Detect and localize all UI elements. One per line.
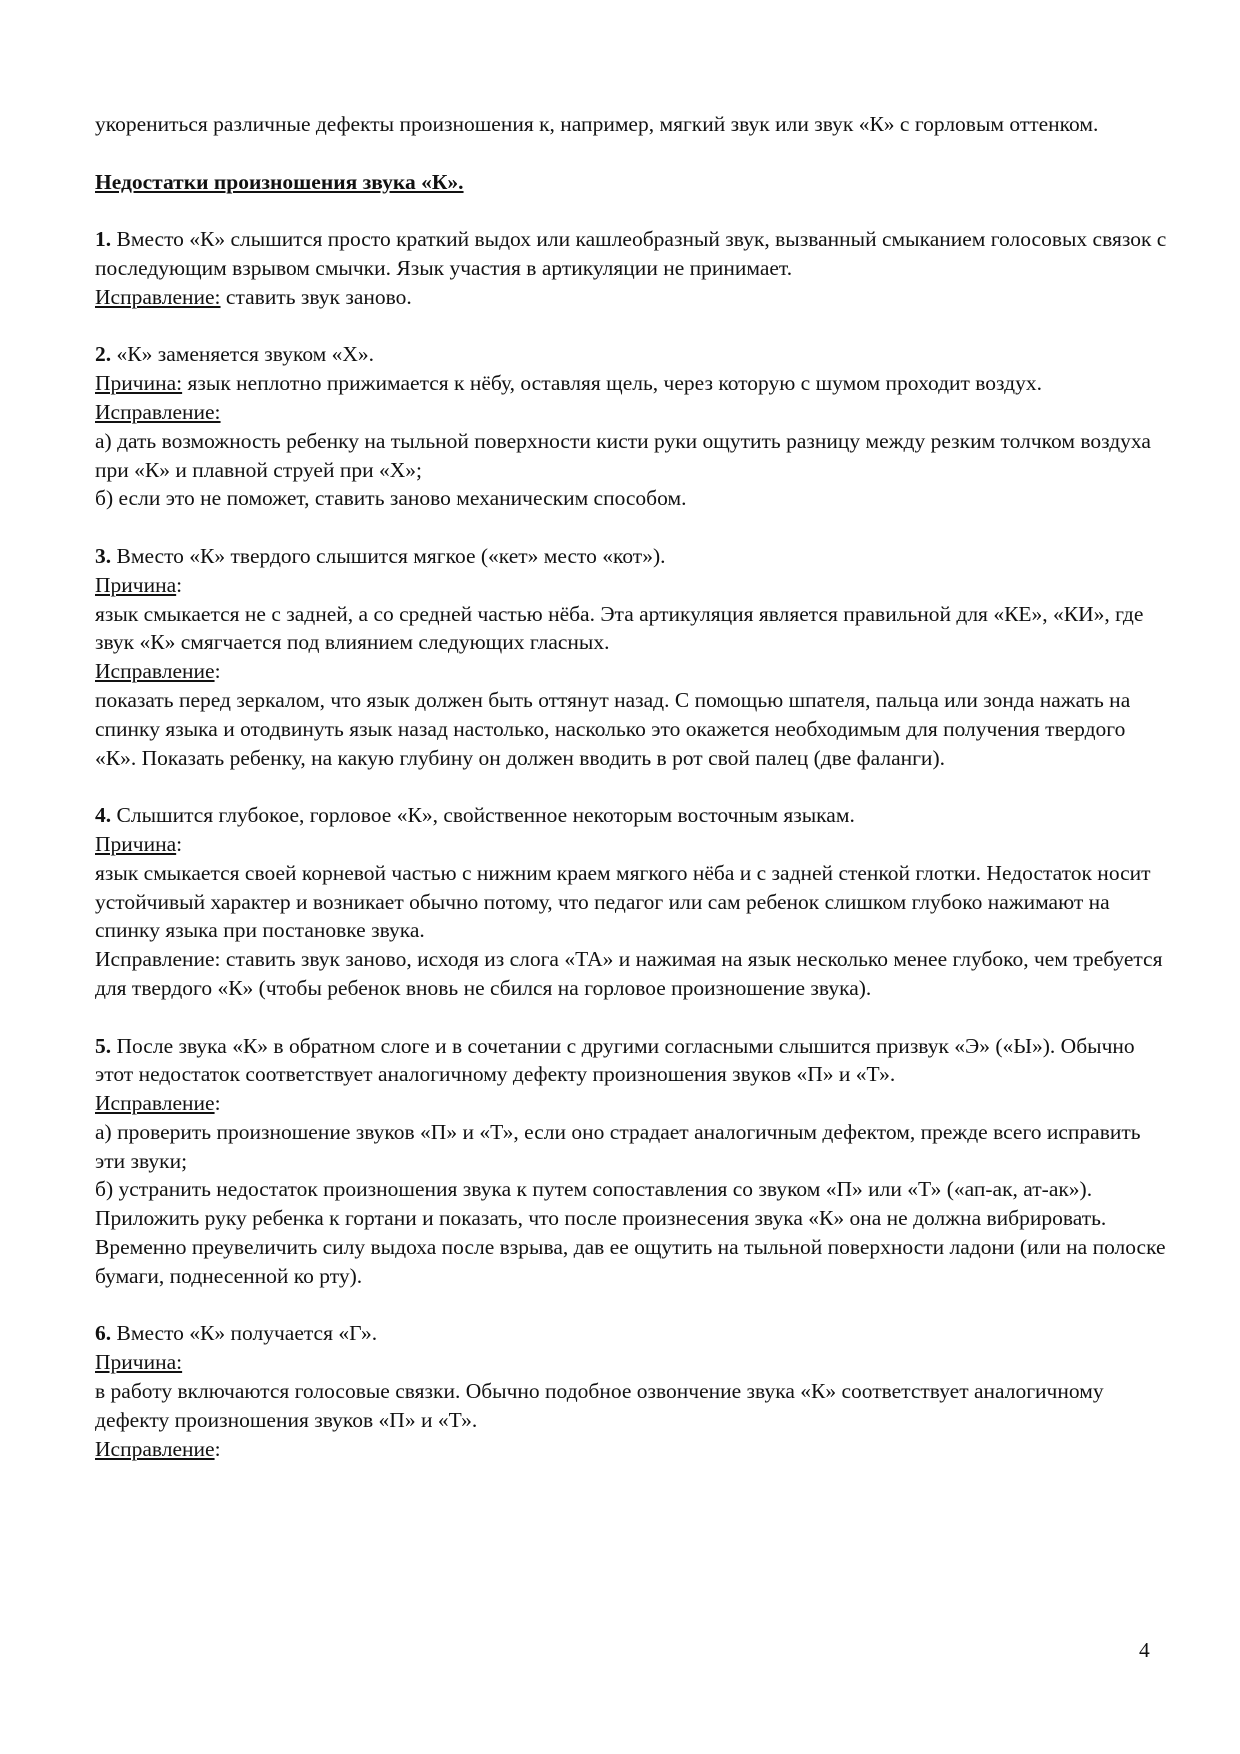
item-title: Вместо «К» получается «Г».	[111, 1321, 378, 1346]
fix-label: Исправление:	[95, 284, 221, 309]
defect-item-3	[95, 542, 1170, 772]
fix-label: Исправление:	[95, 399, 221, 424]
document-page	[95, 110, 1170, 1463]
defect-item-2	[95, 340, 1170, 513]
defect-item-5	[95, 1032, 1170, 1291]
item-title: После звука «К» в обратном слоге и в сочетании с другими согласными слышится призвук «Э» («Ы»). Обычно этот недостаток соответствует аналогичному дефекту произношения звуков «П» и «Т».	[95, 1033, 1135, 1087]
fix-label: Исправление	[95, 1436, 215, 1461]
item-title: Вместо «К» твердого слышится мягкое («кет» место «кот»).	[111, 543, 666, 568]
fix-option-a: а) проверить произношение звуков «П» и «Т», если оно страдает аналогичным дефектом, прежде всего исправить эти звуки;	[95, 1119, 1141, 1173]
cause-label: Причина	[95, 831, 177, 856]
cause-label: Причина:	[95, 371, 183, 396]
fix-option-b: б) устранить недостаток произношения звука к путем сопоставления со звуком «П» или «Т» («ап-ак, ат-ак»). Приложить руку ребенка к гортани и показать, что после произнесения звука «К» она не должна вибрировать. Временно преувеличить силу выдоха после взрыва, дав ее ощутить на тыльной поверхности ладони (или на полоске бумаги, поднесенной ко рту).	[95, 1177, 1166, 1288]
cause-text: язык смыкается не с задней, а со средней частью нёба. Эта артикуляция является правильной для «КЕ», «КИ», где звук «К» смягчается под влиянием следующих гласных.	[95, 601, 1144, 655]
intro-paragraph: укорениться различные дефекты произношения к, например, мягкий звук или звук «К» с горловым оттенком.	[95, 112, 1099, 136]
fix-text: показать перед зеркалом, что язык должен быть оттянут назад. С помощью шпателя, пальца или зонда нажать на спинку языка и отодвинуть язык назад настолько, насколько это окажется необходимым для получения твердого «К». Показать ребенку, на какую глубину он должен вводить в рот свой палец (две фаланги).	[95, 687, 1131, 770]
page-number: 4	[1139, 1638, 1150, 1662]
cause-text: в работу включаются голосовые связки. Обычно подобное озвончение звука «К» соответствует аналогичному дефекту произношения звуков «П» и «Т».	[95, 1379, 1104, 1432]
fix-colon: :	[214, 1436, 221, 1461]
item-number: 5.	[95, 1033, 112, 1058]
item-number: 6.	[95, 1321, 112, 1346]
item-number: 3.	[95, 543, 112, 568]
cause-colon: :	[176, 572, 183, 597]
section-heading: Недостатки произношения звука «К».	[95, 169, 464, 194]
cause-text: язык смыкается своей корневой частью с нижним краем мягкого нёба и с задней стенкой глотки. Недостаток носит устойчивый характер и возникает обычно потому, что педагог или сам ребенок слишком глубоко нажимают на спинку языка при постановке звука.	[95, 860, 1151, 943]
fix-option-a: а) дать возможность ребенку на тыльной поверхности кисти руки ощутить разницу между резким толчком воздуха при «К» и плавной струей при «Х»;	[95, 428, 1151, 482]
defect-item-4	[95, 801, 1170, 1003]
fix-colon: :	[214, 1091, 221, 1116]
defect-item-1	[95, 225, 1170, 311]
fix-colon: :	[214, 659, 221, 684]
item-title: «К» заменяется звуком «Х».	[111, 342, 375, 367]
cause-label: Причина	[95, 572, 177, 597]
cause-text: язык неплотно прижимается к нёбу, оставляя щель, через которую с шумом проходит воздух.	[182, 371, 1042, 396]
item-number: 4.	[95, 803, 112, 828]
item-title: Вместо «К» слышится просто краткий выдох или кашлеобразный звук, вызванный смыканием голосовых связок с последующим взрывом смычки. Язык участия в артикуляции не принимает.	[95, 227, 1167, 280]
item-number: 2.	[95, 342, 112, 367]
cause-colon: :	[176, 831, 183, 856]
cause-label: Причина:	[95, 1350, 183, 1375]
fix-label: Исправление	[95, 1091, 215, 1116]
fix-text: ставить звук заново.	[220, 284, 412, 309]
fix-option-b: б) если это не поможет, ставить заново механическим способом.	[95, 486, 687, 511]
defect-item-6	[95, 1319, 1170, 1463]
fix-label: Исправление	[95, 659, 215, 684]
item-title: Слышится глубокое, горловое «К», свойственное некоторым восточным языкам.	[111, 803, 855, 828]
fix-text: Исправление: ставить звук заново, исходя из слога «ТА» и нажимая на язык несколько менее глубоко, чем требуется для твердого «К» (чтобы ребенок вновь не сбился на горловое произношение звука).	[95, 947, 1163, 1000]
item-number: 1.	[95, 227, 112, 252]
